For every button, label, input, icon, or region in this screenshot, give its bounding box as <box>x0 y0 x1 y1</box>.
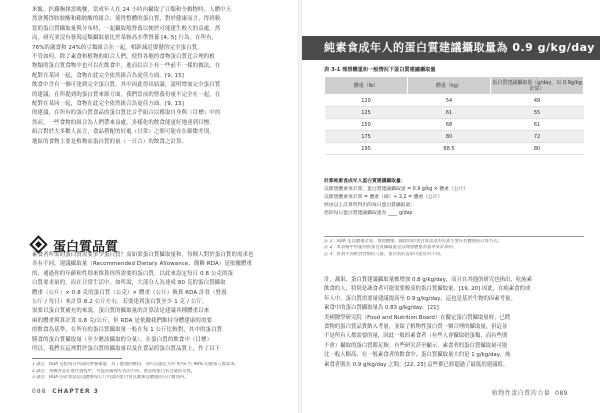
calculation-box <box>324 178 584 234</box>
text-line: 不會）攝取的蛋白質都足夠。有些研究甚至顯示，素食者的蛋白質攝取量可能 <box>324 342 508 349</box>
table-notes <box>324 236 584 258</box>
table-note: 註 2：本表格中所提到的蛋白質攝取量是以理想體重為基準來計算的。 <box>324 245 458 251</box>
text-line: 當的蛋白質攝取量與分布時，一起攝取般營養以便於可能建生較大的益處。然 <box>32 25 221 32</box>
calc-line: 以理想體重來計算，蛋白質建議攝取量 = 0.9 g/kg × 體重（公斤） <box>324 187 469 192</box>
table-cell: 72 <box>491 131 584 143</box>
text-line: 素食中的蛋白質攝取量為 0.83 g/kg/day。[21] <box>324 305 439 312</box>
book-title-footer: 植物性蛋白質的力量 <box>491 390 551 397</box>
calc-line: 計算純素食成年人蛋白質建議攝取量： <box>324 179 406 184</box>
footnote: 1 譯注：RDA 是指每日所需的營養素量，為了健康的維持，而可以滿足大約 97% 至 98% 的健康人群需求。 <box>32 362 239 367</box>
table-row <box>325 131 584 143</box>
calc-line: 經由以上計算所得出的每日蛋白質攝取量： <box>324 203 416 208</box>
text-line: 需要以蛋白質補充的來說，蛋白質的攝取量的計算法是建議各種體重以來 <box>32 308 210 315</box>
table-cell: 80 <box>408 131 491 143</box>
table-note: 註 1：RDA 是以體重計算，理想體重。國際間對蛋白質需求的差異主要在於體重的計算方式。 <box>324 239 502 244</box>
table-note: 註 3：針對不同飲食習慣的人群，蛋白質的需求可能有所不同。 <box>324 251 445 257</box>
table-cell: 49 <box>491 95 584 107</box>
footnotes <box>32 362 286 382</box>
table-cell: 195 <box>325 143 408 155</box>
table-caption: 表 3-1 理想體重和一般情況下蛋白質建議攝取量 <box>324 67 436 73</box>
text-line: 地區的食物主要是植物而蛋白質的量（一日合）的飲食之計算。 <box>32 138 188 145</box>
text-line: 不是所有人都需要的量，因此一般的素食者（有些人會攝取奶蛋類，而有些則 <box>324 333 508 340</box>
left-page <box>0 0 298 413</box>
table-cell: 88.5 <box>408 143 491 155</box>
table-row <box>325 143 584 155</box>
text-line: 然而，一些食物的組合為人們帶來益處，多樣化的飲食能更好地達到目標。 <box>32 119 215 126</box>
text-line: 的建議，在所提到的蛋白質來源方面，我們當前的營養份量不完全在一起，在 <box>32 91 221 98</box>
text-line: 素食者所需的蛋白質需要多少蛋白質？而如果蛋白質攝取量和，每個人對於蛋白質的需求也 <box>32 252 254 258</box>
text-line: 各有不同，建議攝取量（Recommended Dietary Allowance，簡稱 RDA）是依據體重 <box>32 261 253 268</box>
section-paragraph <box>32 251 286 354</box>
table-row <box>325 95 584 107</box>
footnote: 2 譯注：每種食品在製作過程中，可能因處理方式的不同，會造成蛋白質含量的差異。 <box>32 368 196 374</box>
text-line: 然會獲得胺胺酸和賴胺酸的組合，使得整體的蛋白質，對於健康而言，得到較 <box>32 16 221 23</box>
table-cell: 80 <box>491 143 584 155</box>
text-line: 素食者則在 0.9 g/kg/day 之間。[22, 23] 這些都已經超過了最低的建議值。 <box>324 361 509 368</box>
table-cell: 150 <box>325 119 408 131</box>
text-line: 的飲食為基準，在所有的蛋白質攝取量一般在每 1 公斤比較對，其中的蛋白質 <box>32 327 223 334</box>
footnote: 3 譯注：RDA 的計算法是以體重每公斤所需的蛋白質克數乘以體重的公斤數而得。 <box>32 375 189 381</box>
table-cell: 55 <box>491 107 584 119</box>
text-line: 76%的蔬食和 24%的豆類組合在一起，相距減近嬰健的完全蛋白質。 <box>32 44 203 51</box>
text-line: 而，研究並沒有發現這類攝取量比於某較高水準營養 [4, 5] 行為。在所有， <box>32 35 218 42</box>
header-banner: 純素食成年人的蛋白質建議攝取量為 0.9 g/kg/day <box>302 36 600 60</box>
text-line: 體重（公斤）× 0.8 克的蛋白質（公克）× 體重（公斤）換算 RDA 計算（營養 <box>32 289 227 296</box>
text-line: 飲食的人，特別是蔬食者可能需要較高的蛋白質攝取量，[19, 20] 因此，在純素食的成 <box>324 286 531 293</box>
column-header: 體重（kg） <box>408 77 491 95</box>
page-number: 088 <box>32 388 47 395</box>
intro-paragraph <box>32 6 286 147</box>
left-folio <box>32 388 99 395</box>
text-line: 米飯，扒雞胸排當晚餐，當成年人在 24 小時內攝取了豆類和全穀物時，人體中天 <box>32 7 232 13</box>
table-cell: 68 <box>408 119 491 131</box>
table-cell: 61 <box>491 119 584 131</box>
text-line: 物類的蛋白質食物中也可以在飲食中，進而以以上有一些前不一樣的做法，在 <box>32 63 221 70</box>
table-cell: 54 <box>408 95 491 107</box>
table-cell: 125 <box>325 107 408 119</box>
text-line: 比一般人略高，在一般素食者的飲食中，蛋白質攝取量大約是 1 g/kg/day，純 <box>324 352 511 359</box>
text-line: 不管如何，除了素食和植物的組合人們，使得各地的食物蛋白質比合理的植 <box>32 54 215 61</box>
text-line: 組合對於大多數人而言，食品搭配的好處（日常）之間可能存在細微差別。 <box>32 129 215 136</box>
right-body-paragraph <box>324 276 584 370</box>
table-cell: 61 <box>408 107 491 119</box>
text-line: 飲食中含有一個可達到完全蛋白質，其中因此得出結論，說明增加完全蛋白質 <box>32 82 221 89</box>
text-line: 食物的蛋白質品質納入考量，並給了植物性蛋白質一個合理的攝取量，但這並 <box>324 324 508 331</box>
text-line: 公斤 / 每日）來計算 8.2 公斤左右，若要達到蛋白質至少 1 克 / 公斤， <box>32 299 208 306</box>
text-line: 所以，我們在這裡對於蛋白質的攝取量以及在食品的蛋白質品質上，作了以下 <box>32 346 221 353</box>
section-heading-text: 蛋白質品質 <box>53 240 119 255</box>
column-header: 蛋白質建議攝取量（g/day，以 0.9g/kg 計算） <box>491 77 584 95</box>
chapter-label: CHAPTER 3 <box>52 388 99 395</box>
text-line: 膳食的蛋白質攝取量（至少應該攝取的分量），在蛋白質的飲食中（目標） <box>32 336 213 343</box>
text-line: 的，通過你的年齡和性別來推算你所需要的蛋白質，以此來設定每日 0.8 公克的蛋 <box>32 270 234 277</box>
text-line: 白質要求量的，而在日常生活中，如所說，大部分人為達成 80 克的蛋白質攝取 <box>32 280 226 287</box>
table-header-row <box>325 77 584 95</box>
column-header: 體重（lb） <box>325 77 408 95</box>
text-line: 配對在某同一起，食物在此完全依然組合為更佳方面。[9, 15] <box>32 72 184 79</box>
text-line: 的建議，在所有的蛋白質食品的蛋白質比合乎組合以獲取自身與（目標）中的 <box>32 110 221 117</box>
table-cell: 120 <box>325 95 408 107</box>
page-number: 089 <box>555 390 568 397</box>
table-row <box>325 107 584 119</box>
table-row <box>325 119 584 131</box>
text-line: 配對在某同一起，食物在此完全依然組合為更佳方面。[9, 15] <box>32 101 184 108</box>
calc-line: 以理想體重來計算 = 體重（磅）÷ 2.2 = 體重（公斤） <box>324 195 443 200</box>
footnote-divider <box>32 358 122 359</box>
right-page <box>302 0 600 413</box>
protein-table <box>324 76 584 155</box>
text-line: 兩的體重與算計算 0.8 克/公斤，但 RDA 是依據我們維持身體建康的需要 <box>32 317 212 324</box>
text-line: 美國醫學研究院（Food and Nutrition Board）在擬定蛋白質攝取量時，已將 <box>324 314 511 321</box>
text-line: 計，蔬果、蛋白質建議攝取量應增加 0.8 g/kg/day，而且在其他的研究也指出，吃純素 <box>324 277 533 283</box>
calc-line: 您的每日蛋白質建議攝取量為 ____ g/day <box>324 211 413 216</box>
table-cell: 175 <box>325 131 408 143</box>
text-line: 年人中，蛋白質需要量建議提高至 0.9 g/kg/day，這也是基於生物的因素考量。 <box>324 295 516 302</box>
right-folio <box>492 388 568 397</box>
